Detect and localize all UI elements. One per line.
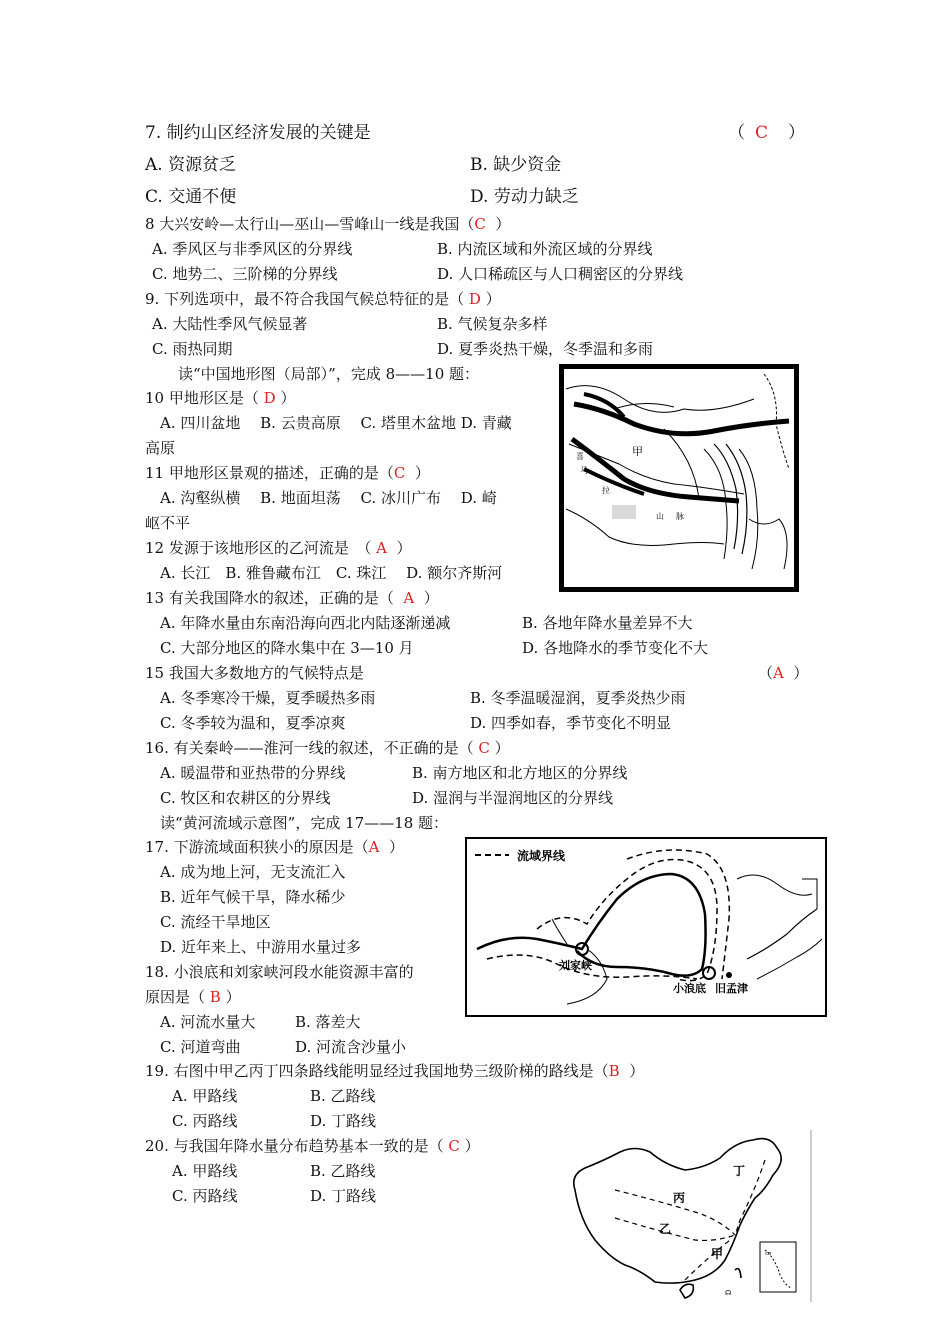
q18-answer: B — [209, 988, 221, 1006]
q19-stem: 19. 右图中甲乙丙丁四条路线能明显经过我国地势三级阶梯的路线是（B ） — [145, 1062, 645, 1080]
jiumengjin-point-icon — [726, 972, 732, 978]
q7-paren-close: ） — [788, 123, 805, 143]
yellow-river-map-svg — [467, 839, 825, 1015]
q17-option-c: C. 流经干旱地区 — [160, 913, 271, 931]
q8-answer: C — [474, 215, 486, 233]
map2-jiumengjin-label: 旧孟津 — [715, 982, 748, 995]
map1-label-jia: 甲 — [632, 445, 643, 458]
q10-options: A. 四川盆地 B. 云贵高原 C. 塔里木盆地 D. 青藏 — [160, 414, 512, 432]
q13-answer: A — [403, 589, 415, 607]
q13-option-b: B. 各地年降水量差异不大 — [522, 614, 693, 632]
q17-stem: 17. 下游流域面积狭小的原因是（A ） — [145, 838, 405, 856]
map2-xiaolangdi-label: 小浪底 — [673, 982, 706, 995]
q15-answer: A — [773, 664, 784, 682]
map3-label-bing: 丙 — [673, 1191, 686, 1205]
q20-option-a: A. 甲路线 — [172, 1162, 238, 1180]
q10-answer: D — [263, 389, 276, 407]
map1-label-shan: 山 — [656, 512, 664, 521]
q17-option-a: A. 成为地上河，无支流汇入 — [160, 863, 346, 881]
routes-map-svg — [555, 1130, 815, 1302]
map3-label-jia: 甲 — [711, 1247, 724, 1261]
q8-stem: 8 大兴安岭—太行山—巫山—雪峰山一线是我国（C ） — [145, 215, 511, 233]
map2-liujiaxia-label: 刘家峡 — [559, 959, 592, 972]
q15-option-c: C. 冬季较为温和，夏季凉爽 — [160, 714, 346, 732]
map1-label-mai: 脉 — [676, 512, 684, 521]
q20-stem: 20. 与我国年降水量分布趋势基本一致的是（ C ） — [145, 1137, 480, 1155]
q16-option-b: B. 南方地区和北方地区的分界线 — [412, 764, 628, 782]
q15-option-d: D. 四季如春，季节变化不明显 — [470, 714, 672, 732]
q16-option-a: A. 暖温带和亚热带的分界线 — [160, 764, 346, 782]
q10-options-wrap: 高原 — [145, 439, 176, 457]
route-yi-line — [615, 1218, 735, 1240]
china-routes-map — [555, 1130, 815, 1302]
q8-option-d: D. 人口稀疏区与人口稠密区的分界线 — [437, 265, 684, 283]
reading-prompt-1: 读“中国地形图（局部）”，完成 8——10 题： — [178, 365, 480, 383]
q12-answer: A — [376, 539, 387, 557]
q19-option-b: B. 乙路线 — [310, 1087, 376, 1105]
q9-option-d: D. 夏季炎热干燥，冬季温和多雨 — [437, 340, 654, 358]
map3-label-yi: 乙 — [659, 1222, 672, 1236]
q11-answer: C — [393, 464, 406, 482]
map1-label-ya: 雅 — [616, 508, 624, 517]
q9-answer: D — [468, 290, 481, 308]
q16-stem: 16. 有关秦岭——淮河一线的叙述，不正确的是（ C ） — [145, 739, 510, 757]
q19-option-d: D. 丁路线 — [310, 1112, 377, 1130]
q19-answer: B — [608, 1062, 620, 1080]
q15-answer-group: （A ） — [758, 664, 809, 682]
q13-stem: 13 有关我国降水的叙述，正确的是（ A ） — [145, 589, 439, 607]
svg-text:▭: ▭ — [765, 1248, 772, 1257]
q19-option-a: A. 甲路线 — [172, 1087, 238, 1105]
q18-option-c: C. 河道弯曲 — [160, 1038, 241, 1056]
q9-option-a: A. 大陆性季风气候显著 — [152, 315, 308, 333]
q18-stem: 18. 小浪底和刘家峡河段水能资源丰富的 — [145, 963, 414, 981]
q15-stem: 15 我国大多数地方的气候特点是 — [145, 664, 364, 682]
map1-label-la: 拉 — [602, 486, 610, 495]
q20-option-b: B. 乙路线 — [310, 1162, 376, 1180]
q18-option-b: B. 落差大 — [295, 1013, 361, 1031]
q16-option-c: C. 牧区和农耕区的分界线 — [160, 789, 331, 807]
q18-stem-2: 原因是（ B ） — [145, 988, 241, 1006]
q13-option-d: D. 各地降水的季节变化不大 — [522, 639, 709, 657]
q7-stem: 7. 制约山区经济发展的关键是 — [145, 123, 371, 143]
q19-option-c: C. 丙路线 — [172, 1112, 238, 1130]
q7-option-b: B. 缺少资金 — [470, 155, 562, 175]
q11-options: A. 沟壑纵横 B. 地面坦荡 C. 冰川广布 D. 崎 — [160, 489, 497, 507]
q20-answer: C — [448, 1137, 460, 1155]
map1-label-ma: 马 — [580, 466, 588, 475]
q12-stem: 12 发源于该地形区的乙河流是 （ A ） — [145, 539, 412, 557]
reading-prompt-2: 读“黄河流域示意图”，完成 17——18 题： — [160, 814, 449, 832]
q7-option-d: D. 劳动力缺乏 — [470, 187, 579, 207]
q9-option-b: B. 气候复杂多样 — [437, 315, 548, 333]
terrain-map-svg — [564, 369, 794, 587]
q17-option-d: D. 近年来上、中游用水量过多 — [160, 938, 362, 956]
q17-option-b: B. 近年气候干旱，降水稀少 — [160, 888, 346, 906]
q7-answer: C — [755, 123, 769, 143]
map2-legend-label: 流域界线 — [517, 849, 566, 863]
route-jia-line — [685, 1240, 730, 1280]
q15-option-b: B. 冬季温暖湿润，夏季炎热少雨 — [470, 689, 686, 707]
q8-option-a: A. 季风区与非季风区的分界线 — [152, 240, 353, 258]
q11-stem: 11 甲地形区景观的描述，正确的是（C ） — [145, 464, 430, 482]
q20-option-c: C. 丙路线 — [172, 1187, 238, 1205]
svg-text:☊: ☊ — [725, 1289, 732, 1297]
q11-options-wrap: 岖不平 — [145, 514, 191, 532]
map1-label-xi: 喜 — [576, 452, 584, 461]
china-terrain-map — [559, 364, 799, 592]
q18-option-d: D. 河流含沙量小 — [295, 1038, 407, 1056]
q7-option-c: C. 交通不便 — [145, 187, 237, 207]
q7-paren-open: （ — [728, 123, 745, 143]
q8-option-c: C. 地势二、三阶梯的分界线 — [152, 265, 338, 283]
q13-option-a: A. 年降水量由东南沿海向西北内陆逐渐递减 — [160, 614, 451, 632]
q16-option-d: D. 湿润与半湿润地区的分界线 — [412, 789, 614, 807]
yellow-river-basin-map — [465, 837, 827, 1017]
q15-option-a: A. 冬季寒冷干燥，夏季暖热多雨 — [160, 689, 376, 707]
q12-options: A. 长江 B. 雅鲁藏布江 C. 珠江 D. 额尔齐斯河 — [160, 564, 503, 582]
q9-option-c: C. 雨热同期 — [152, 340, 233, 358]
q8-option-b: B. 内流区域和外流区域的分界线 — [437, 240, 653, 258]
q17-answer: A — [368, 838, 380, 856]
q13-option-c: C. 大部分地区的降水集中在 3—10 月 — [160, 639, 414, 657]
q7-option-a: A. 资源贫乏 — [145, 155, 237, 175]
q16-answer: C — [478, 739, 490, 757]
q9-stem: 9. 下列选项中，最不符合我国气候总特征的是（ D ） — [145, 290, 501, 308]
q20-option-d: D. 丁路线 — [310, 1187, 377, 1205]
q18-option-a: A. 河流水量大 — [160, 1013, 256, 1031]
q10-stem: 10 甲地形区是（ D ） — [145, 389, 296, 407]
map3-label-ding: 丁 — [733, 1164, 746, 1178]
